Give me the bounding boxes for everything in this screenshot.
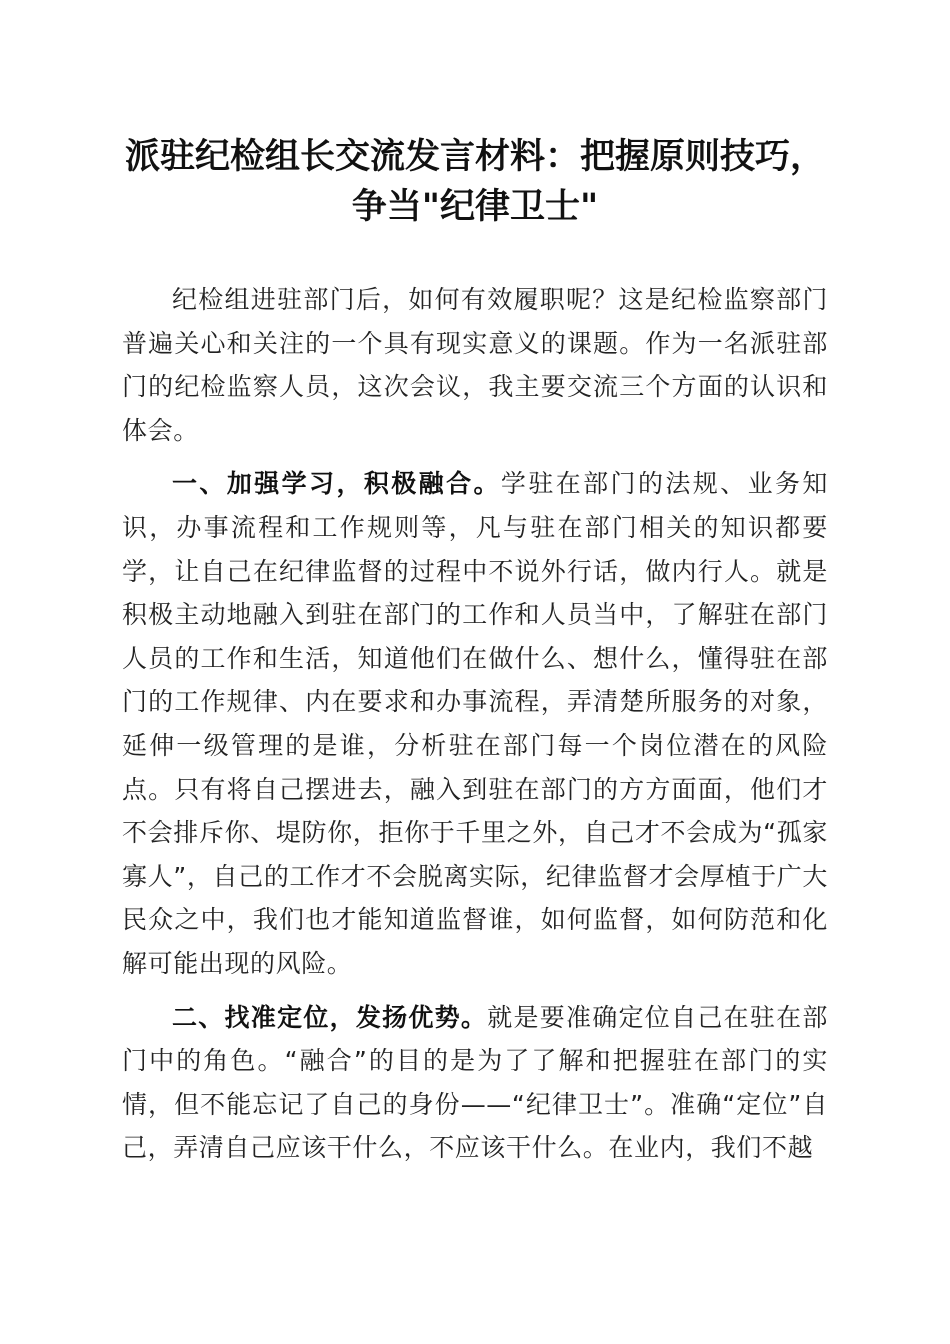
document-body <box>122 278 828 1170</box>
section-2-paragraph <box>122 996 828 1170</box>
section-2-heading: 二、找准定位，发扬优势。 <box>172 1002 488 1032</box>
section-1-paragraph <box>122 462 828 985</box>
section-2-text: 就是要准确定位自己在驻在部门中的角色。“融合”的目的是为了了解和把握驻在部门的实情，但不能忘记了自己的身份——“纪律卫士”。准确“定位”自己，弄清自己应该干什么，不应该干什么。在业内，我们不越 <box>122 1002 828 1163</box>
intro-paragraph: 纪检组进驻部门后，如何有效履职呢？这是纪检监察部门普遍关心和关注的一个具有现实意义的课题。作为一名派驻部门的纪检监察人员，这次会议，我主要交流三个方面的认识和体会。 <box>122 285 828 445</box>
document-title <box>100 132 850 232</box>
section-1-text: 学驻在部门的法规、业务知识，办事流程和工作规则等，凡与驻在部门相关的知识都要学，让自己在纪律监督的过程中不说外行话，做内行人。就是积极主动地融入到驻在部门的工作和人员当中，了解驻在部门人员的工作和生活，知道他们在做什么、想什么，懂得驻在部门的工作规律、内在要求和办事流程，弄清楚所服务的对象，延伸一级管理的是谁，分析驻在部门每一个岗位潜在的风险点。只有将自己摆进去，融入到驻在部门的方方面面，他们才不会排斥你、堤防你，拒你于千里之外，自己才不会成为“孤家寡人”，自己的工作才不会脱离实际，纪律监督才会厚植于广大民众之中，我们也才能知道监督谁，如何监督，如何防范和化解可能出现的风险。 <box>122 469 829 978</box>
title-line-2: 争当"纪律卫士" <box>351 186 599 227</box>
section-1-heading: 一、加强学习，积极融合。 <box>172 469 501 499</box>
title-line-1: 派驻纪检组长交流发言材料：把握原则技巧， <box>124 136 825 177</box>
